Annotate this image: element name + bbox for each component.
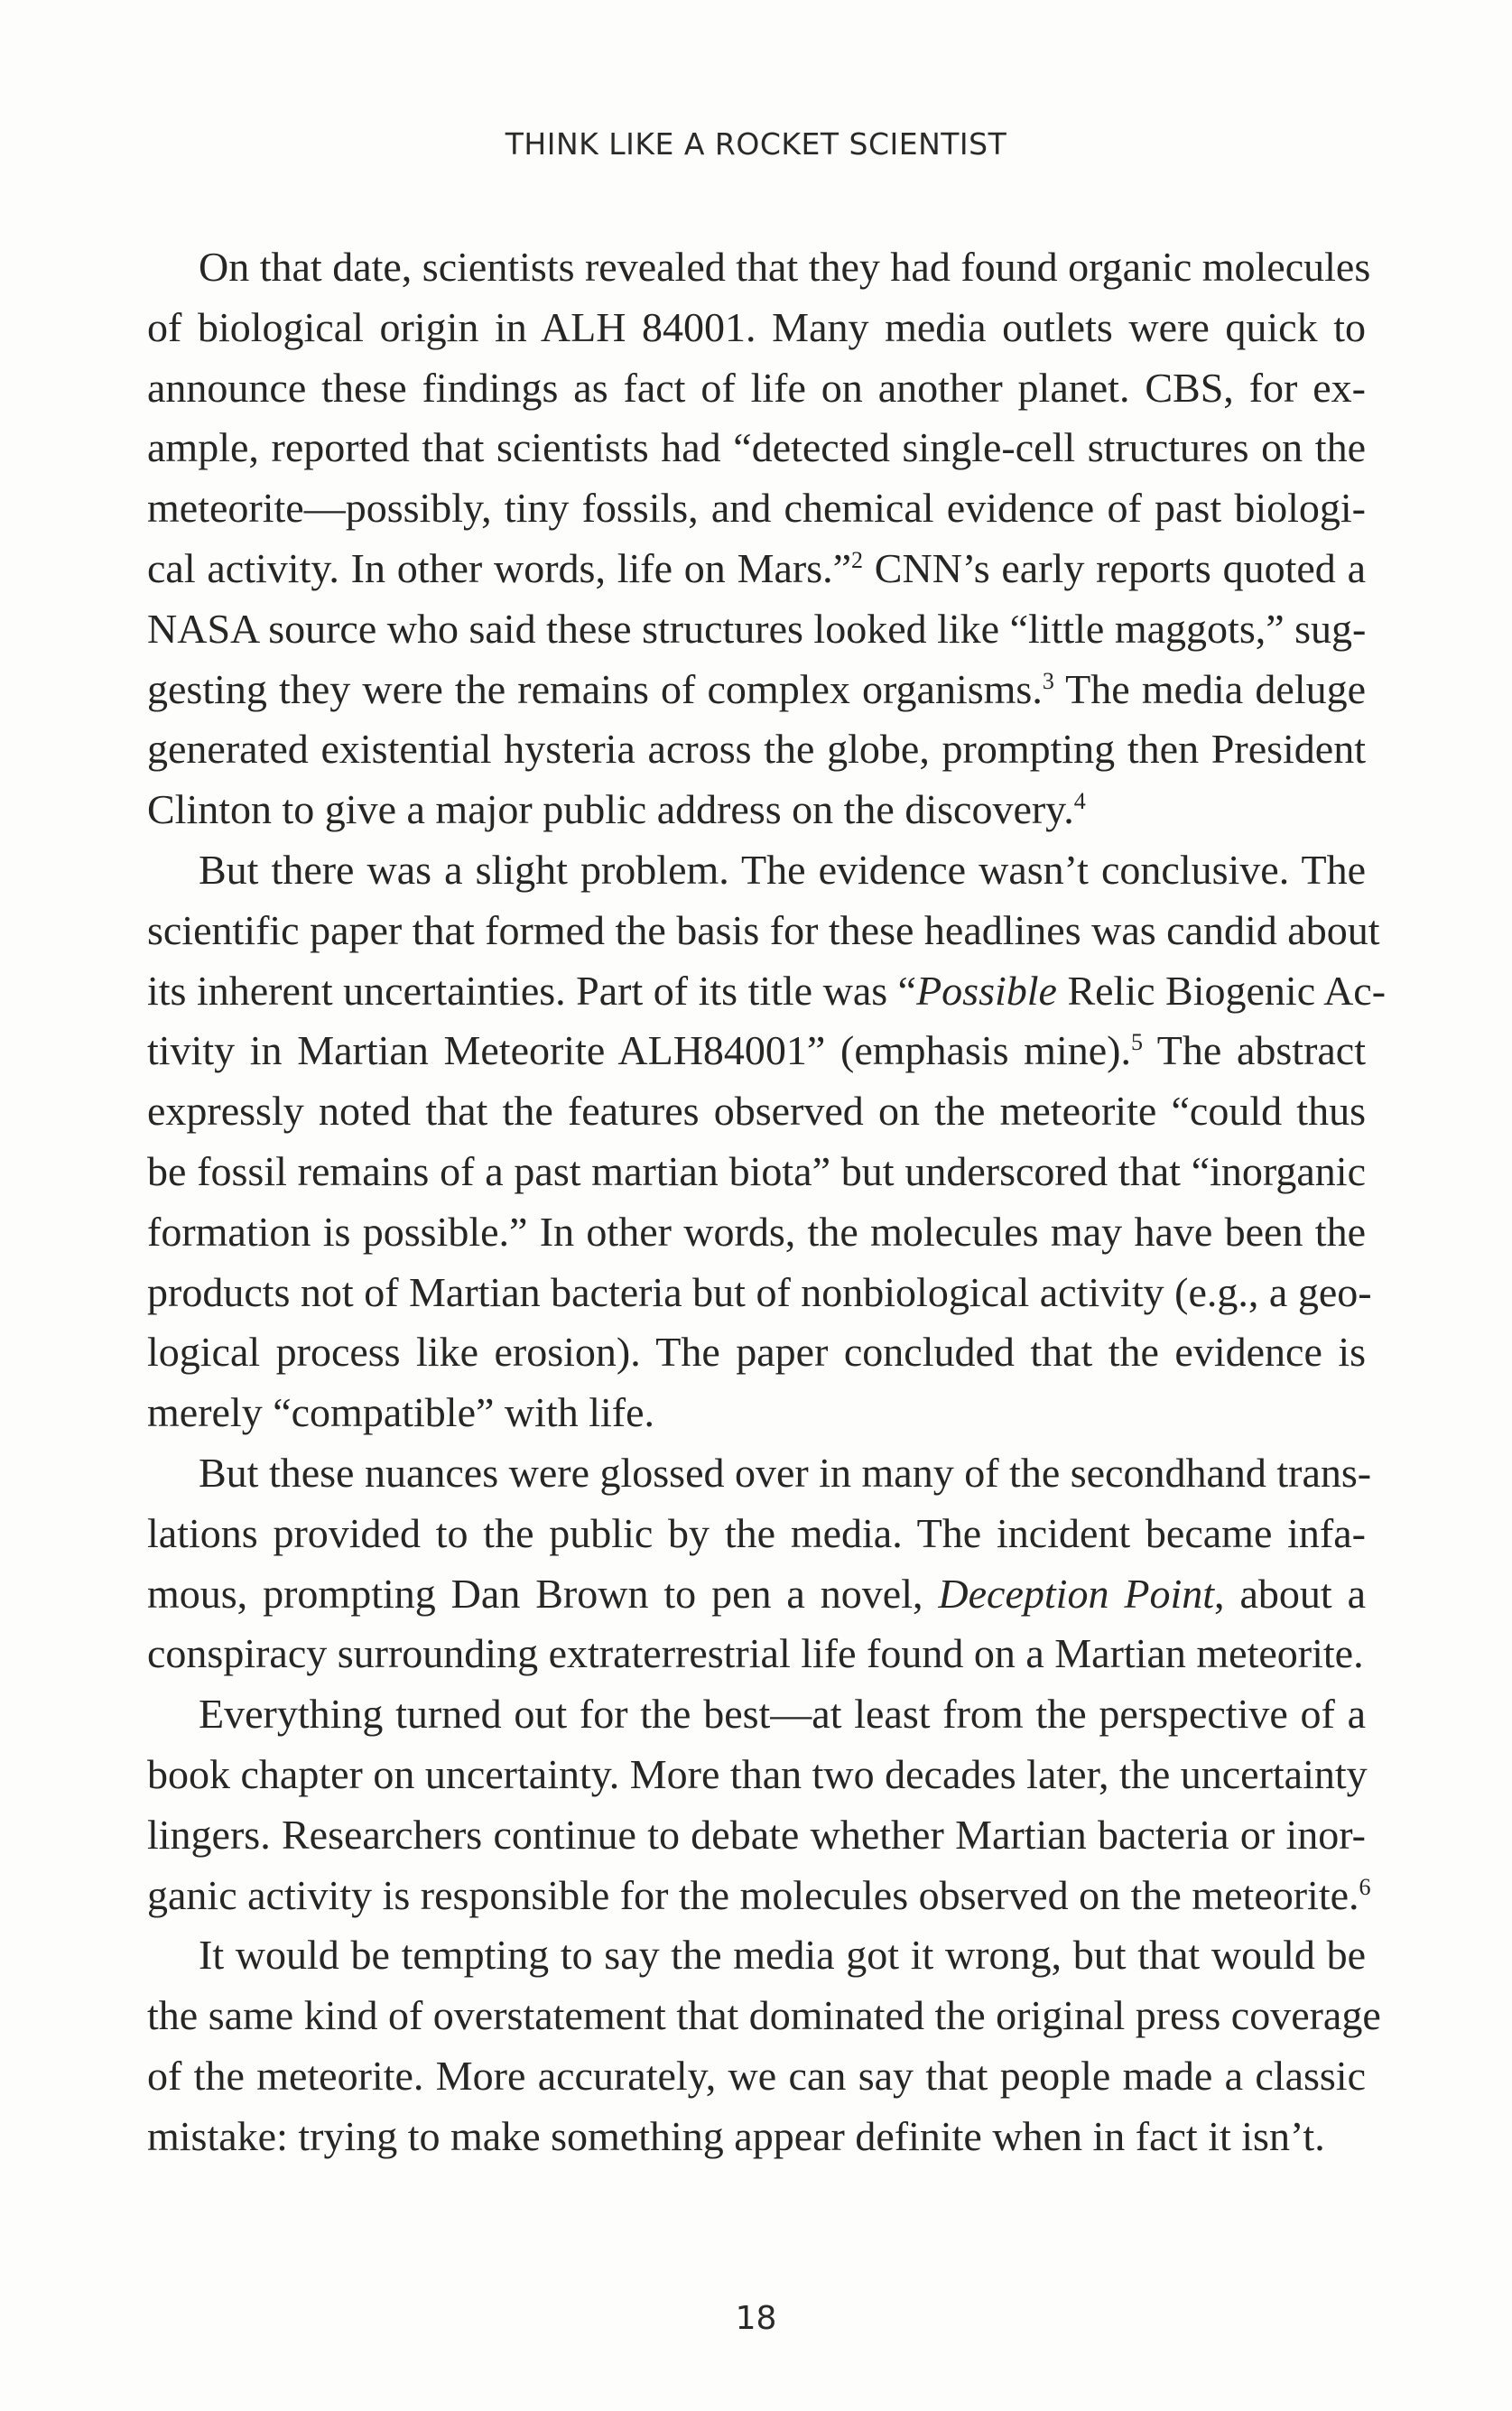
text-line: On that date, scientists revealed that they had found organic molecules	[199, 244, 1371, 290]
text-line	[147, 1021, 1366, 1081]
text-run: The media deluge	[1053, 665, 1366, 712]
text-line: announce these findings as fact of life on another planet. CBS, for ex-	[147, 364, 1366, 411]
paragraph	[147, 1925, 1381, 2166]
text-line	[147, 1564, 1366, 1625]
text-line: It would be tempting to say the media got it wrong, but that would be	[199, 1932, 1366, 1979]
text-run: The abstract	[1142, 1027, 1367, 1074]
text-line: be fossil remains of a past martian biota” but underscored that “inorganic	[147, 1147, 1366, 1194]
text-run: mous, prompting Dan Brown to pen a novel,	[147, 1570, 939, 1617]
footnote-marker[interactable]: 5	[1130, 1029, 1143, 1056]
text-line: lations provided to the public by the media. The incident became infa-	[147, 1509, 1366, 1556]
text-line: products not of Martian bacteria but of nonbiological activity (e.g., a geo-	[147, 1268, 1372, 1315]
text-line	[147, 1866, 1371, 1926]
text-line: NASA source who said these structures looked like “little maggots,” sug-	[147, 605, 1367, 652]
text-line: book chapter on uncertainty. More than two decades later, the uncertainty	[147, 1750, 1368, 1797]
italic-title: Possible	[916, 967, 1057, 1014]
text-line: of biological origin in ALH 84001. Many media outlets were quick to	[147, 303, 1366, 350]
footnote-marker[interactable]: 2	[851, 546, 864, 573]
text-line	[147, 780, 1366, 840]
paragraph	[147, 1684, 1371, 1925]
text-line: of the meteorite. More accurately, we can say that people made a classic	[147, 2052, 1366, 2099]
text-line: Everything turned out for the best—at least from the perspective of a	[199, 1691, 1366, 1738]
italic-title: Deception Point	[938, 1570, 1215, 1617]
text-line: But there was a slight problem. The evidence wasn’t conclusive. The	[199, 846, 1366, 893]
text-line: formation is possible.” In other words, the molecules may have been the	[147, 1208, 1366, 1255]
text-run: Relic Biogenic Ac-	[1056, 967, 1387, 1014]
text-line: ample, reported that scientists had “detected single-cell structures on the	[147, 424, 1366, 471]
text-run: cal activity. In other words, life on Mars.”	[147, 544, 852, 591]
body-text	[147, 237, 1387, 2167]
text-line: scientific paper that formed the basis for these headlines was candid about	[147, 906, 1380, 953]
text-run: ganic activity is responsible for the molecules observed on the meteorite.	[147, 1871, 1359, 1918]
paragraph	[147, 1443, 1372, 1684]
page-number: 18	[735, 2300, 777, 2337]
footnote-marker[interactable]: 4	[1073, 788, 1086, 815]
text-line: mistake: trying to make something appear definite when in fact it isn’t.	[147, 2112, 1325, 2159]
text-line: merely “compatible” with life.	[147, 1389, 654, 1436]
text-line: meteorite—possibly, tiny fossils, and chemical evidence of past biologi-	[147, 485, 1366, 532]
footnote-marker[interactable]: 3	[1042, 667, 1054, 694]
text-line	[147, 961, 1387, 1022]
text-run: tivity in Martian Meteorite ALH84001” (emphasis mine).	[147, 1027, 1131, 1074]
text-run: , about a	[1214, 1570, 1366, 1617]
text-line: lingers. Researchers continue to debate whether Martian bacteria or inor-	[147, 1811, 1366, 1858]
text-run: its inherent uncertainties. Part of its title was “	[147, 967, 917, 1014]
running-head: THINK LIKE A ROCKET SCIENTIST	[505, 126, 1007, 162]
text-line	[147, 539, 1366, 599]
text-line	[147, 660, 1366, 720]
text-line: logical process like erosion). The paper concluded that the evidence is	[147, 1329, 1366, 1376]
text-line: conspiracy surrounding extraterrestrial life found on a Martian meteorite.	[147, 1630, 1364, 1677]
footnote-marker[interactable]: 6	[1359, 1873, 1371, 1900]
text-line: the same kind of overstatement that dominated the original press coverage	[147, 1992, 1381, 2039]
text-run: CNN’s early reports quoted a	[863, 544, 1366, 591]
text-run: gesting they were the remains of complex organisms.	[147, 665, 1043, 712]
text-line: generated existential hysteria across the globe, prompting then President	[147, 726, 1366, 773]
text-run: Clinton to give a major public address on the discovery.	[147, 786, 1074, 833]
text-line: expressly noted that the features observed on the meteorite “could thus	[147, 1088, 1366, 1135]
text-line: But these nuances were glossed over in many of the secondhand trans-	[199, 1449, 1372, 1496]
paragraph	[147, 237, 1371, 840]
paragraph	[147, 840, 1387, 1443]
